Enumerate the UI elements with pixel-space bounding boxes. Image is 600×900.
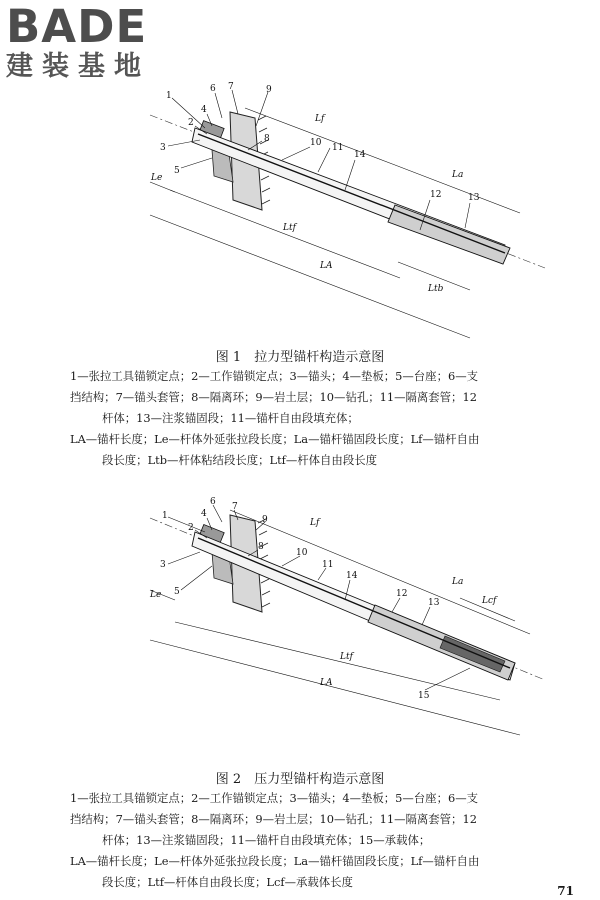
page-number: 71 [557,884,574,898]
figure2-diagram [0,490,600,755]
callout-1: 1 [162,511,168,521]
legend-line: LA—锚杆长度；Le—杆体外延张拉段长度；La—锚杆锚固段长度；Lf—锚杆自由 [70,854,480,868]
callout-3: 3 [160,143,166,153]
callout-10: 10 [296,548,308,558]
callout-5: 5 [174,166,180,176]
callout-4: 4 [201,509,207,519]
callout-10: 10 [310,138,322,148]
dim-la: La [452,577,464,587]
callout-2: 2 [188,523,194,533]
dim-le: Le [151,173,163,183]
bade-logo [6,0,176,82]
callout-9: 9 [266,85,272,95]
callout-9: 9 [262,515,268,525]
callout-6: 6 [210,84,216,94]
callout-13: 13 [468,193,480,203]
callout-11: 11 [322,560,334,570]
legend-line: 段长度；Ltf—杆体自由段长度；Lcf—承载体长度 [102,875,353,889]
callout-7: 7 [232,502,238,512]
dim-la: La [452,170,464,180]
legend-line: 1—张拉工具锚锁定点；2—工作锚锁定点；3—锚头；4—垫板；5—台座；6—支 [70,369,478,383]
callout-1: 1 [166,91,172,101]
legend-line: 段长度；Ltb—杆体粘结段长度；Ltf—杆体自由段长度 [102,453,377,467]
dim-lcf: Lcf [482,596,497,606]
dim-ltf: Ltf [283,223,296,233]
figure1-diagram [0,80,600,340]
dim-la-total: LA [320,678,333,688]
figure1-caption: 图 1 拉力型锚杆构造示意图 [215,350,385,365]
callout-4: 4 [201,105,207,115]
dim-ltf: Ltf [340,652,353,662]
legend-line: 杆体；13—注浆锚固段；11—锚杆自由段填充体；15—承载体； [102,833,431,847]
logo-brand: BADE [6,0,148,53]
callout-5: 5 [174,587,180,597]
callout-14: 14 [354,150,366,160]
legend-line: 挡结构；7—锚头套管；8—隔离环；9—岩土层；10—钻孔；11—隔离套管；12 [70,812,477,826]
legend-line: 1—张拉工具锚锁定点；2—工作锚锁定点；3—锚头；4—垫板；5—台座；6—支 [70,791,478,805]
callout-3: 3 [160,560,166,570]
figure1-legend [70,366,580,471]
callout-6: 6 [210,497,216,507]
callout-12: 12 [396,589,408,599]
callout-8: 8 [258,542,264,552]
callout-13: 13 [428,598,440,608]
callout-2: 2 [188,118,194,128]
callout-11: 11 [332,143,344,153]
dim-le: Le [150,590,162,600]
callout-12: 12 [430,190,442,200]
figure2-caption: 图 2 压力型锚杆构造示意图 [215,772,385,787]
figure2-legend [70,788,580,893]
callout-7: 7 [228,82,234,92]
dim-le-line [150,182,175,192]
grout-anchorage [388,205,510,264]
logo-subtitle: 建装基地 [6,51,150,82]
dim-ltb: Ltb [428,284,444,294]
legend-line: 杆体；13—注浆锚固段；11—锚杆自由段填充体； [102,411,359,425]
callout-15: 15 [418,691,430,701]
legend-line: 挡结构；7—锚头套管；8—隔离环；9—岩土层；10—钻孔；11—隔离套管；12 [70,390,477,404]
callout-8: 8 [264,134,270,144]
dim-lf: Lf [310,518,320,528]
dim-lf: Lf [315,114,325,124]
callout-14: 14 [346,571,358,581]
legend-line: LA—锚杆长度；Le—杆体外延张拉段长度；La—锚杆锚固段长度；Lf—锚杆自由 [70,432,480,446]
dim-la-total: LA [320,261,333,271]
